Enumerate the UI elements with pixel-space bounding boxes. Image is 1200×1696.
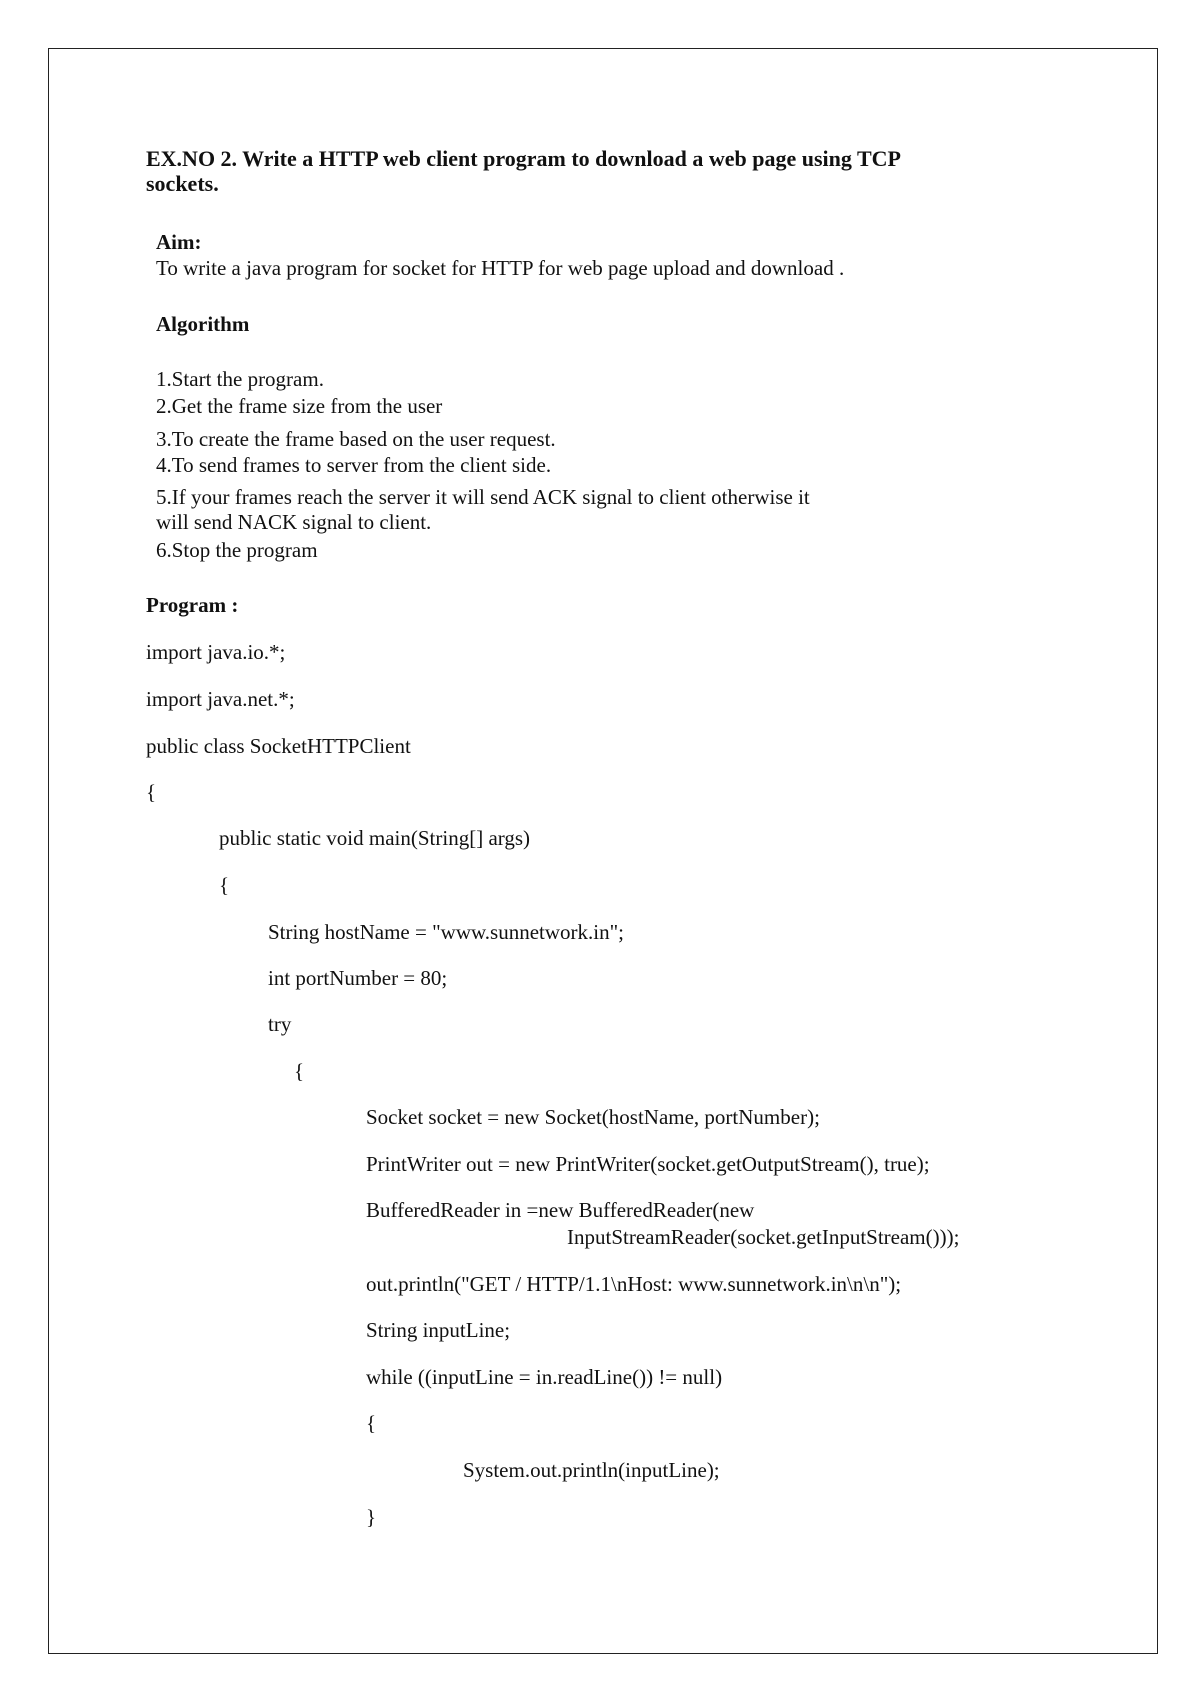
- code-line: public static void main(String[] args): [219, 826, 531, 850]
- algorithm-step: 5.If your frames reach the server it will send ACK signal to client otherwise it: [156, 485, 810, 509]
- algorithm-step: 1.Start the program.: [156, 367, 324, 391]
- aim-text: To write a java program for socket for HTTP for web page upload and download .: [156, 256, 845, 280]
- code-line: int portNumber = 80;: [268, 966, 448, 990]
- code-line: try: [268, 1012, 292, 1036]
- algorithm-heading: Algorithm: [156, 312, 250, 336]
- algorithm-step: 2.Get the frame size from the user: [156, 394, 443, 418]
- code-line: BufferedReader in =new BufferedReader(new: [366, 1198, 755, 1222]
- code-line: {: [366, 1411, 377, 1435]
- aim-heading: Aim:: [156, 230, 202, 254]
- algorithm-step: 6.Stop the program: [156, 538, 318, 562]
- code-line: String hostName = "www.sunnetwork.in";: [268, 920, 625, 944]
- code-line: public class SocketHTTPClient: [146, 734, 411, 758]
- code-line: InputStreamReader(socket.getInputStream()));: [567, 1225, 960, 1249]
- code-line: PrintWriter out = new PrintWriter(socket.getOutputStream(), true);: [366, 1152, 930, 1176]
- code-line: {: [146, 780, 157, 804]
- code-line: Socket socket = new Socket(hostName, portNumber);: [366, 1105, 820, 1129]
- algorithm-step: will send NACK signal to client.: [156, 510, 432, 534]
- code-line: }: [366, 1505, 377, 1529]
- code-line: while ((inputLine = in.readLine()) != null): [366, 1365, 723, 1389]
- algorithm-step: 4.To send frames to server from the client side.: [156, 453, 552, 477]
- code-line: {: [294, 1059, 305, 1083]
- code-line: out.println("GET / HTTP/1.1\nHost: www.sunnetwork.in\n\n");: [366, 1272, 902, 1296]
- program-heading: Program :: [146, 593, 239, 617]
- code-line: import java.net.*;: [146, 687, 295, 711]
- code-line: String inputLine;: [366, 1318, 511, 1342]
- page-border: [48, 48, 1158, 1654]
- code-line: System.out.println(inputLine);: [463, 1458, 720, 1482]
- exercise-title-line-2: sockets.: [146, 171, 219, 196]
- code-line: {: [219, 873, 230, 897]
- algorithm-step: 3.To create the frame based on the user request.: [156, 427, 556, 451]
- exercise-title-line-1: EX.NO 2. Write a HTTP web client program to download a web page using TCP: [146, 146, 901, 171]
- code-line: import java.io.*;: [146, 640, 286, 664]
